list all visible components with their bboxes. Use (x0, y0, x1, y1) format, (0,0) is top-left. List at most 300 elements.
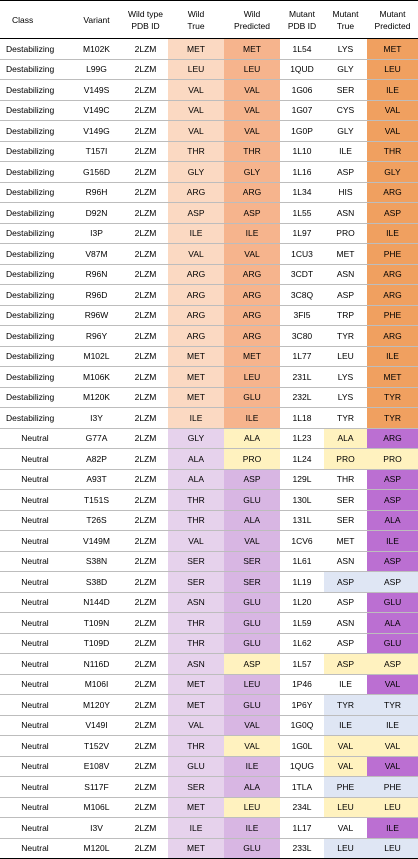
cell-mutant-predicted: ARG (367, 285, 418, 306)
cell-mutant-predicted: LEU (367, 838, 418, 859)
cell-mutant-true: LEU (324, 838, 367, 859)
cell-class: Destabilizing (0, 203, 70, 224)
cell-wild-predicted: ALA (224, 510, 280, 531)
cell-variant: M102L (70, 346, 123, 367)
cell-mutant-true: ASN (324, 551, 367, 572)
cell-wild-true: ILE (168, 408, 224, 429)
cell-wild-pdb: 2LZM (123, 39, 168, 60)
cell-mutant-true: ASN (324, 264, 367, 285)
cell-mutant-predicted: MET (367, 39, 418, 60)
cell-wild-pdb: 2LZM (123, 367, 168, 388)
cell-wild-pdb: 2LZM (123, 777, 168, 798)
cell-wild-pdb: 2LZM (123, 674, 168, 695)
cell-mutant-pdb: 1L57 (280, 654, 324, 675)
cell-class: Neutral (0, 490, 70, 511)
cell-wild-pdb: 2LZM (123, 736, 168, 757)
cell-wild-pdb: 2LZM (123, 264, 168, 285)
cell-wild-predicted: ILE (224, 818, 280, 839)
cell-class: Destabilizing (0, 100, 70, 121)
cell-wild-true: THR (168, 736, 224, 757)
cell-mutant-pdb: 1G07 (280, 100, 324, 121)
cell-mutant-true: LYS (324, 39, 367, 60)
cell-wild-pdb: 2LZM (123, 715, 168, 736)
cell-mutant-predicted: ILE (367, 818, 418, 839)
cell-mutant-true: ILE (324, 141, 367, 162)
cell-wild-true: ASN (168, 592, 224, 613)
cell-class: Destabilizing (0, 305, 70, 326)
cell-mutant-true: ASP (324, 633, 367, 654)
cell-mutant-predicted: TYR (367, 408, 418, 429)
cell-wild-true: GLY (168, 428, 224, 449)
cell-variant: M106I (70, 674, 123, 695)
table-row (0, 346, 418, 367)
cell-mutant-true: PRO (324, 449, 367, 470)
table-row (0, 367, 418, 388)
cell-mutant-true: ASP (324, 572, 367, 593)
cell-mutant-true: ASN (324, 203, 367, 224)
cell-variant: N144D (70, 592, 123, 613)
cell-class: Destabilizing (0, 162, 70, 183)
cell-wild-pdb: 2LZM (123, 695, 168, 716)
cell-mutant-true: ASP (324, 654, 367, 675)
cell-wild-true: LEU (168, 59, 224, 80)
table-row (0, 428, 418, 449)
cell-mutant-pdb: 1CV6 (280, 531, 324, 552)
cell-wild-predicted: GLU (224, 490, 280, 511)
cell-variant: G156D (70, 162, 123, 183)
cell-wild-predicted: ARG (224, 305, 280, 326)
cell-wild-true: VAL (168, 100, 224, 121)
cell-variant: T109N (70, 613, 123, 634)
cell-mutant-pdb: 1G0Q (280, 715, 324, 736)
cell-mutant-predicted: PHE (367, 777, 418, 798)
cell-wild-predicted: ARG (224, 182, 280, 203)
cell-wild-predicted: ILE (224, 408, 280, 429)
cell-variant: R96H (70, 182, 123, 203)
cell-class: Neutral (0, 818, 70, 839)
cell-mutant-pdb: 1L17 (280, 818, 324, 839)
cell-mutant-predicted: VAL (367, 674, 418, 695)
cell-wild-predicted: VAL (224, 80, 280, 101)
cell-mutant-predicted: ASP (367, 490, 418, 511)
cell-mutant-pdb: 1L59 (280, 613, 324, 634)
cell-mutant-pdb: 1L10 (280, 141, 324, 162)
cell-mutant-pdb: 1L23 (280, 428, 324, 449)
cell-wild-predicted: ALA (224, 777, 280, 798)
cell-mutant-true: VAL (324, 736, 367, 757)
cell-mutant-pdb: 1G0L (280, 736, 324, 757)
cell-class: Neutral (0, 572, 70, 593)
cell-wild-pdb: 2LZM (123, 818, 168, 839)
cell-mutant-pdb: 3C8Q (280, 285, 324, 306)
cell-variant: T151S (70, 490, 123, 511)
table-row (0, 326, 418, 347)
table-row (0, 100, 418, 121)
cell-wild-pdb: 2LZM (123, 531, 168, 552)
cell-mutant-true: TYR (324, 326, 367, 347)
cell-variant: I3Y (70, 408, 123, 429)
table-row (0, 756, 418, 777)
cell-mutant-true: ASP (324, 162, 367, 183)
cell-wild-pdb: 2LZM (123, 838, 168, 859)
cell-mutant-predicted: ASP (367, 572, 418, 593)
cell-class: Destabilizing (0, 367, 70, 388)
table-row (0, 674, 418, 695)
cell-mutant-true: MET (324, 244, 367, 265)
table-row (0, 264, 418, 285)
table-row (0, 203, 418, 224)
cell-mutant-true: ALA (324, 428, 367, 449)
cell-mutant-pdb: 1L61 (280, 551, 324, 572)
cell-wild-pdb: 2LZM (123, 449, 168, 470)
cell-mutant-predicted: GLY (367, 162, 418, 183)
cell-mutant-pdb: 233L (280, 838, 324, 859)
cell-mutant-true: MET (324, 531, 367, 552)
cell-class: Destabilizing (0, 39, 70, 60)
cell-variant: V149I (70, 715, 123, 736)
header-wild-pdb: Wild type PDB ID (123, 1, 168, 39)
cell-wild-predicted: VAL (224, 736, 280, 757)
table-row (0, 80, 418, 101)
cell-mutant-pdb: 232L (280, 387, 324, 408)
cell-mutant-predicted: ARG (367, 264, 418, 285)
cell-mutant-predicted: PHE (367, 305, 418, 326)
cell-mutant-true: LEU (324, 346, 367, 367)
cell-mutant-pdb: 1CU3 (280, 244, 324, 265)
cell-mutant-predicted: ASP (367, 203, 418, 224)
cell-wild-pdb: 2LZM (123, 162, 168, 183)
cell-mutant-pdb: 1L24 (280, 449, 324, 470)
cell-variant: A82P (70, 449, 123, 470)
cell-variant: M102K (70, 39, 123, 60)
cell-wild-pdb: 2LZM (123, 182, 168, 203)
header-mutant-pdb: Mutant PDB ID (280, 1, 324, 39)
cell-wild-pdb: 2LZM (123, 592, 168, 613)
cell-wild-true: ASP (168, 203, 224, 224)
cell-mutant-predicted: THR (367, 141, 418, 162)
cell-mutant-predicted: ILE (367, 531, 418, 552)
cell-wild-pdb: 2LZM (123, 551, 168, 572)
cell-mutant-pdb: 131L (280, 510, 324, 531)
table-row (0, 715, 418, 736)
cell-wild-pdb: 2LZM (123, 346, 168, 367)
cell-variant: D92N (70, 203, 123, 224)
cell-wild-pdb: 2LZM (123, 510, 168, 531)
table-row (0, 59, 418, 80)
cell-wild-true: ARG (168, 182, 224, 203)
cell-mutant-predicted: ARG (367, 326, 418, 347)
cell-wild-predicted: PRO (224, 449, 280, 470)
cell-wild-pdb: 2LZM (123, 141, 168, 162)
cell-wild-true: MET (168, 674, 224, 695)
cell-wild-predicted: ARG (224, 326, 280, 347)
cell-variant: V149G (70, 121, 123, 142)
cell-mutant-true: ILE (324, 715, 367, 736)
cell-mutant-predicted: ILE (367, 80, 418, 101)
cell-mutant-pdb: 1L77 (280, 346, 324, 367)
cell-mutant-true: PHE (324, 777, 367, 798)
cell-mutant-predicted: VAL (367, 756, 418, 777)
cell-mutant-true: GLY (324, 121, 367, 142)
cell-mutant-predicted: ASP (367, 654, 418, 675)
cell-class: Destabilizing (0, 80, 70, 101)
cell-wild-predicted: VAL (224, 100, 280, 121)
table-row (0, 838, 418, 859)
cell-wild-true: THR (168, 510, 224, 531)
cell-mutant-true: GLY (324, 59, 367, 80)
cell-class: Destabilizing (0, 408, 70, 429)
table-row (0, 613, 418, 634)
cell-variant: T109D (70, 633, 123, 654)
table-row (0, 736, 418, 757)
cell-mutant-pdb: 234L (280, 797, 324, 818)
cell-class: Neutral (0, 674, 70, 695)
cell-variant: A93T (70, 469, 123, 490)
cell-variant: T26S (70, 510, 123, 531)
cell-mutant-true: TRP (324, 305, 367, 326)
cell-wild-predicted: GLU (224, 633, 280, 654)
cell-variant: L99G (70, 59, 123, 80)
cell-class: Destabilizing (0, 326, 70, 347)
cell-wild-predicted: ASP (224, 654, 280, 675)
cell-wild-true: ARG (168, 326, 224, 347)
table-body (0, 39, 418, 859)
cell-wild-true: ASN (168, 654, 224, 675)
cell-mutant-pdb: 1L55 (280, 203, 324, 224)
header-mutant-true: Mutant True (324, 1, 367, 39)
cell-mutant-predicted: GLU (367, 633, 418, 654)
cell-wild-predicted: VAL (224, 121, 280, 142)
cell-class: Destabilizing (0, 182, 70, 203)
cell-wild-predicted: SER (224, 572, 280, 593)
cell-wild-predicted: LEU (224, 59, 280, 80)
cell-mutant-pdb: 1L20 (280, 592, 324, 613)
cell-wild-pdb: 2LZM (123, 100, 168, 121)
cell-mutant-predicted: VAL (367, 736, 418, 757)
cell-variant: V87M (70, 244, 123, 265)
cell-wild-predicted: ALA (224, 428, 280, 449)
cell-class: Destabilizing (0, 59, 70, 80)
cell-class: Neutral (0, 695, 70, 716)
cell-mutant-predicted: PHE (367, 244, 418, 265)
cell-variant: R96W (70, 305, 123, 326)
cell-wild-predicted: GLU (224, 387, 280, 408)
cell-class: Neutral (0, 777, 70, 798)
cell-wild-true: THR (168, 633, 224, 654)
cell-wild-predicted: LEU (224, 674, 280, 695)
cell-mutant-predicted: VAL (367, 121, 418, 142)
cell-wild-predicted: GLU (224, 695, 280, 716)
cell-class: Neutral (0, 756, 70, 777)
cell-mutant-pdb: 1L54 (280, 39, 324, 60)
cell-wild-pdb: 2LZM (123, 80, 168, 101)
cell-mutant-true: TYR (324, 695, 367, 716)
table-row (0, 449, 418, 470)
cell-class: Neutral (0, 654, 70, 675)
cell-wild-predicted: ARG (224, 264, 280, 285)
cell-mutant-true: SER (324, 80, 367, 101)
cell-mutant-pdb: 3C80 (280, 326, 324, 347)
table-row (0, 531, 418, 552)
table-row (0, 305, 418, 326)
cell-wild-pdb: 2LZM (123, 387, 168, 408)
table-row (0, 469, 418, 490)
cell-mutant-predicted: ILE (367, 346, 418, 367)
cell-mutant-true: SER (324, 510, 367, 531)
table-row (0, 695, 418, 716)
table-row (0, 592, 418, 613)
cell-class: Destabilizing (0, 285, 70, 306)
cell-wild-true: THR (168, 613, 224, 634)
table-row (0, 223, 418, 244)
table-row (0, 162, 418, 183)
cell-mutant-pdb: 3FI5 (280, 305, 324, 326)
cell-mutant-predicted: ASP (367, 469, 418, 490)
cell-mutant-predicted: ILE (367, 223, 418, 244)
table-row (0, 551, 418, 572)
cell-class: Destabilizing (0, 244, 70, 265)
cell-mutant-predicted: VAL (367, 100, 418, 121)
cell-wild-predicted: MET (224, 346, 280, 367)
cell-class: Neutral (0, 633, 70, 654)
cell-variant: V149C (70, 100, 123, 121)
cell-variant: T157I (70, 141, 123, 162)
cell-mutant-true: ASN (324, 613, 367, 634)
table-row (0, 244, 418, 265)
cell-wild-predicted: ILE (224, 223, 280, 244)
cell-class: Neutral (0, 613, 70, 634)
cell-variant: R96D (70, 285, 123, 306)
cell-mutant-pdb: 1L18 (280, 408, 324, 429)
cell-variant: M106K (70, 367, 123, 388)
cell-wild-true: ILE (168, 223, 224, 244)
cell-mutant-pdb: 1L34 (280, 182, 324, 203)
table-row (0, 510, 418, 531)
cell-wild-predicted: LEU (224, 367, 280, 388)
cell-mutant-pdb: 1L16 (280, 162, 324, 183)
cell-mutant-pdb: 129L (280, 469, 324, 490)
cell-class: Destabilizing (0, 264, 70, 285)
cell-class: Destabilizing (0, 121, 70, 142)
cell-class: Destabilizing (0, 223, 70, 244)
table-row (0, 572, 418, 593)
cell-wild-true: VAL (168, 531, 224, 552)
cell-mutant-pdb: 130L (280, 490, 324, 511)
cell-mutant-true: ASP (324, 592, 367, 613)
cell-wild-true: ARG (168, 264, 224, 285)
table-row (0, 141, 418, 162)
cell-mutant-pdb: 1L19 (280, 572, 324, 593)
cell-wild-predicted: VAL (224, 244, 280, 265)
table-row (0, 633, 418, 654)
cell-variant: R96N (70, 264, 123, 285)
table-row (0, 408, 418, 429)
cell-wild-predicted: LEU (224, 797, 280, 818)
header-class: Class (0, 1, 70, 39)
cell-wild-predicted: MET (224, 39, 280, 60)
cell-mutant-pdb: 1P6Y (280, 695, 324, 716)
cell-variant: S38D (70, 572, 123, 593)
cell-class: Neutral (0, 449, 70, 470)
cell-mutant-true: CYS (324, 100, 367, 121)
cell-mutant-pdb: 231L (280, 367, 324, 388)
cell-mutant-predicted: LEU (367, 797, 418, 818)
cell-class: Neutral (0, 469, 70, 490)
cell-variant: M120Y (70, 695, 123, 716)
cell-class: Neutral (0, 715, 70, 736)
cell-wild-pdb: 2LZM (123, 633, 168, 654)
cell-mutant-predicted: PRO (367, 449, 418, 470)
cell-wild-pdb: 2LZM (123, 244, 168, 265)
cell-wild-true: THR (168, 490, 224, 511)
table-row (0, 818, 418, 839)
cell-mutant-predicted: ARG (367, 428, 418, 449)
cell-variant: M120L (70, 838, 123, 859)
cell-mutant-true: LEU (324, 797, 367, 818)
cell-wild-true: ARG (168, 305, 224, 326)
cell-variant: V149S (70, 80, 123, 101)
cell-mutant-true: HIS (324, 182, 367, 203)
cell-mutant-true: LYS (324, 367, 367, 388)
cell-variant: S38N (70, 551, 123, 572)
cell-mutant-true: LYS (324, 387, 367, 408)
table-row (0, 490, 418, 511)
cell-wild-true: ILE (168, 818, 224, 839)
cell-mutant-true: PRO (324, 223, 367, 244)
cell-class: Neutral (0, 797, 70, 818)
table-row (0, 39, 418, 60)
cell-variant: S117F (70, 777, 123, 798)
cell-class: Neutral (0, 592, 70, 613)
cell-mutant-pdb: 1QUD (280, 59, 324, 80)
cell-wild-predicted: GLY (224, 162, 280, 183)
cell-mutant-pdb: 3CDT (280, 264, 324, 285)
cell-wild-predicted: THR (224, 141, 280, 162)
cell-wild-predicted: ILE (224, 756, 280, 777)
table-row (0, 777, 418, 798)
cell-class: Neutral (0, 510, 70, 531)
cell-wild-true: ALA (168, 469, 224, 490)
cell-variant: R96Y (70, 326, 123, 347)
cell-wild-true: MET (168, 346, 224, 367)
cell-mutant-pdb: 1G0P (280, 121, 324, 142)
cell-wild-pdb: 2LZM (123, 203, 168, 224)
cell-wild-pdb: 2LZM (123, 797, 168, 818)
cell-mutant-predicted: TYR (367, 695, 418, 716)
cell-wild-true: MET (168, 695, 224, 716)
cell-mutant-true: ILE (324, 674, 367, 695)
cell-wild-pdb: 2LZM (123, 490, 168, 511)
cell-variant: N116D (70, 654, 123, 675)
cell-mutant-predicted: ASP (367, 551, 418, 572)
cell-mutant-true: SER (324, 490, 367, 511)
cell-mutant-predicted: ALA (367, 510, 418, 531)
cell-wild-true: VAL (168, 121, 224, 142)
cell-wild-true: THR (168, 141, 224, 162)
cell-mutant-predicted: MET (367, 367, 418, 388)
cell-variant: E108V (70, 756, 123, 777)
cell-mutant-predicted: TYR (367, 387, 418, 408)
cell-wild-predicted: GLU (224, 592, 280, 613)
cell-variant: I3V (70, 818, 123, 839)
cell-mutant-true: TYR (324, 408, 367, 429)
cell-wild-true: SER (168, 551, 224, 572)
cell-variant: M106L (70, 797, 123, 818)
cell-wild-true: ALA (168, 449, 224, 470)
cell-class: Neutral (0, 531, 70, 552)
cell-wild-true: SER (168, 777, 224, 798)
cell-mutant-true: VAL (324, 818, 367, 839)
